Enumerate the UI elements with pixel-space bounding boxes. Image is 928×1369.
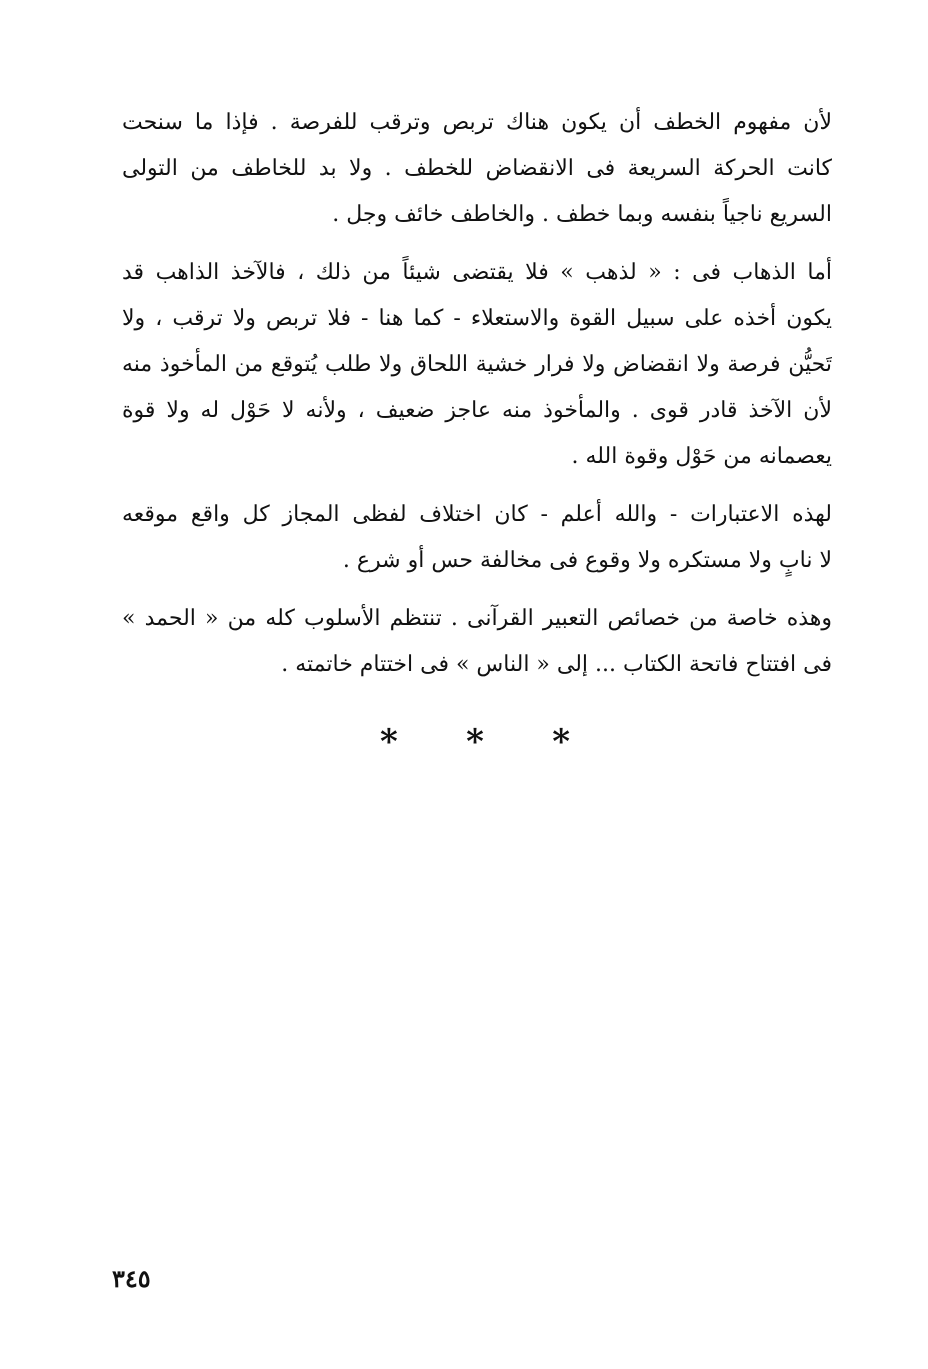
- asterisk-icon: *: [466, 722, 484, 762]
- body-text: [122, 100, 832, 700]
- asterisk-icon: *: [552, 722, 570, 762]
- text-line: فى افتتاح فاتحة الكتاب ... إلى « الناس » فى اختتام خاتمته .: [281, 652, 832, 677]
- text-line: كانت الحركة السريعة فى الانقضاض للخطف . ولا بد للخاطف من التولى: [122, 156, 832, 181]
- text-line: تَحيُّن فرصة ولا انقضاض ولا فرار خشية اللحاق ولا طلب يُتوقع من المأخوذ منه: [122, 352, 832, 377]
- text-line: لهذه الاعتبارات - والله أعلم - كان اختلاف لفظى المجاز كل واقع موقعه: [122, 502, 832, 527]
- text-line: يكون أخذه على سبيل القوة والاستعلاء - كما هنا - فلا تربص ولا ترقب ، ولا: [122, 306, 832, 331]
- asterisk-icon: *: [380, 722, 398, 762]
- text-line: لا نابٍ ولا مستكره ولا وقوع فى مخالفة حس أو شرع .: [342, 548, 832, 573]
- text-line: وهذه خاصة من خصائص التعبير القرآنى . تنتظم الأسلوب كله من « الحمد »: [122, 606, 832, 631]
- section-separator: [380, 722, 570, 762]
- text-line: أما الذهاب فى : « لذهب » فلا يقتضى شيئاً من ذلك ، فالآخذ الذاهب قد: [122, 260, 832, 285]
- paragraph-2: [122, 250, 832, 480]
- text-line: السريع ناجياً بنفسه وبما خطف . والخاطف خائف وجل .: [332, 202, 832, 227]
- text-line: لأن مفهوم الخطف أن يكون هناك تربص وترقب للفرصة . فإذا ما سنحت: [122, 110, 832, 135]
- page-number: ٣٤٥: [112, 1264, 151, 1293]
- paragraph-3: [122, 492, 832, 584]
- text-line: يعصمانه من حَوْل وقوة الله .: [571, 444, 832, 469]
- paragraph-1: [122, 100, 832, 238]
- text-line: لأن الآخذ قادر قوى . والمأخوذ منه عاجز ضعيف ، ولأنه لا حَوْل له ولا قوة: [122, 398, 832, 423]
- paragraph-4: [122, 596, 832, 688]
